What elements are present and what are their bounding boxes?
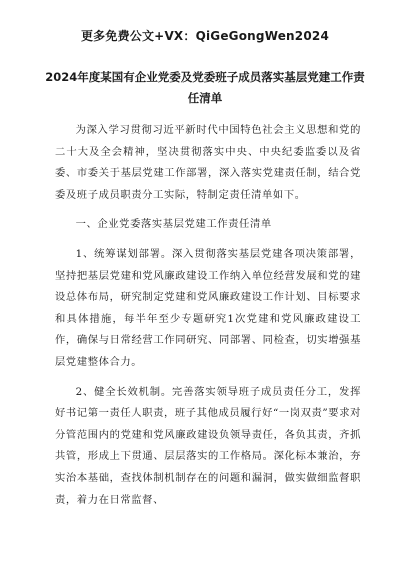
item-2-paragraph: 2、健全长效机制。完善落实领导班子成员责任分工，发挥好书记第一责任人职责，班子其他成员履行好“一岗双责”要求对分管范围内的党建和党风廉政建设负领导责任，各负其责，齐抓共管，形成上下贯通、层层落实的工作格局。深化标本兼治，夯实治本基础，查找体制机制存在的问题和漏洞，做实做细监督职责，着力在日常监督、	[55, 385, 361, 506]
document-header: 更多免费公文+VX：QiGeGongWen2024	[80, 29, 329, 43]
document-title: 2024年度某国有企业党委及党委班子成员落实基层党建工作责任清单	[45, 70, 365, 105]
document-body	[55, 120, 361, 519]
section-heading: 一、企业党委落实基层党建工作责任清单	[75, 218, 272, 231]
item-1-paragraph: 1、统筹谋划部署。深入贯彻落实基层党建各项决策部署，坚持把基层党建和党风廉政建设工作纳入单位经营发展和党的建设总体布局，研究制定党建和党风廉政建设工作计划、目标要求和具体措施，每半年至少专题研究1次党建和党风廉政建设工作，确保与日常经营工作同研究、同部署、同检查，切实增强基层党建整体合力。	[55, 247, 361, 368]
intro-paragraph: 为深入学习贯彻习近平新时代中国特色社会主义思想和党的二十大及全会精神，坚决贯彻落实中央、中央纪委监委以及省委、市委关于基层党建工作部署，深入落实党建责任制，结合党委及班子成员职责分工实际，特制定责任清单如下。	[55, 124, 361, 201]
